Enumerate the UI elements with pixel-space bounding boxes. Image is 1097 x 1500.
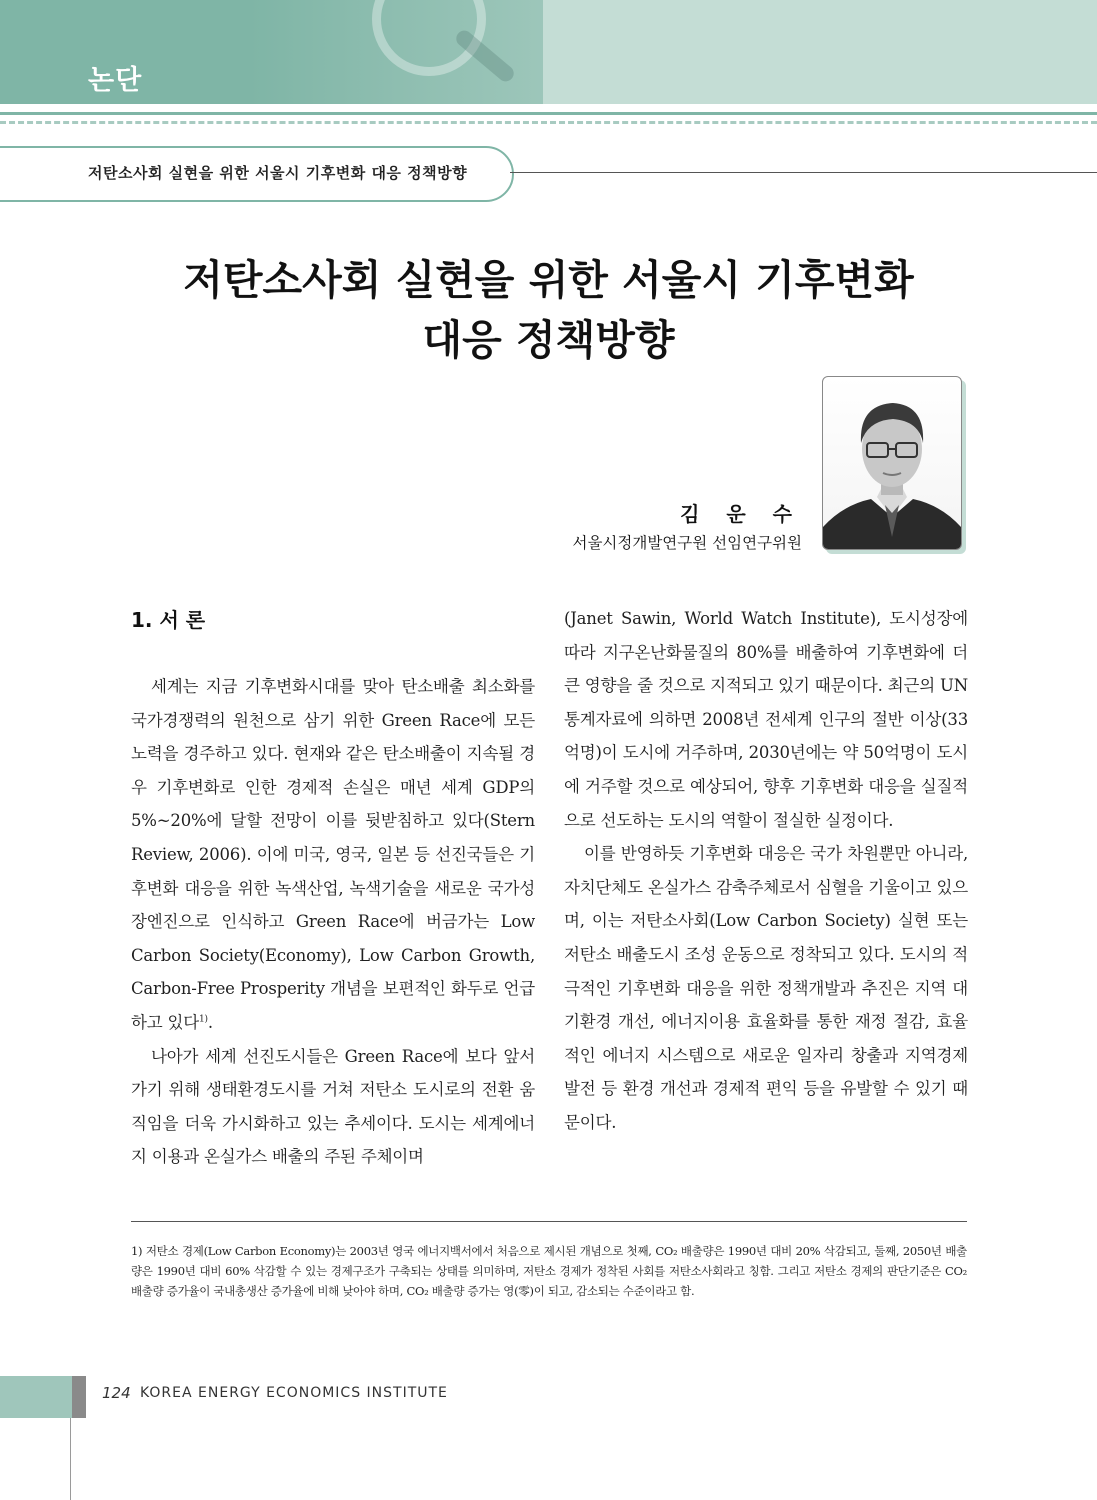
paragraph-text-end: .: [207, 1012, 213, 1032]
running-title-rule: [510, 172, 1097, 173]
body-column-left: [131, 670, 535, 1174]
institute-name: KOREA ENERGY ECONOMICS INSTITUTE: [140, 1385, 448, 1401]
body-paragraph: (Janet Sawin, World Watch Institute), 도시성장에 따라 지구온난화물질의 80%를 배출하여 기후변화에 더 큰 영향을 줄 것으로 지적되고 있기 때문이다. 최근의 UN 통계자료에 의하면 2008년 전세계 인구의 절반 이상(33억명)이 도시에 거주하며, 2030년에는 약 50억명이 도시에 거주할 것으로 예상되어, 향후 기후변화 대응을 실질적으로 선도하는 도시의 역할이 절실한 실정이다.: [564, 609, 968, 830]
body-paragraph: 나아가 세계 선진도시들은 Green Race에 보다 앞서가기 위해 생태환경도시를 거쳐 저탄소 도시로의 전환 움직임을 더욱 가시화하고 있는 추세이다. 도시는 세계에너지 이용과 온실가스 배출의 주된 주체이며: [131, 1046, 535, 1167]
header-dashed-rule: [0, 121, 1097, 124]
page-number: 124: [102, 1384, 131, 1402]
author-affiliation: 서울시정개발연구원 선임연구위원: [572, 534, 802, 552]
section-tag: 논단: [88, 65, 143, 96]
running-title: 저탄소사회 실현을 위한 서울시 기후변화 대응 정책방향: [88, 164, 468, 182]
paragraph-text: 세계는 지금 기후변화시대를 맞아 탄소배출 최소화를 국가경쟁력의 원천으로 삼기 위한 Green Race에 모든 노력을 경주하고 있다. 현재와 같은 탄소배출이 지속될 경우 기후변화로 인한 경제적 손실은 매년 세계 GDP의 5%~20%에 달할 전망이 이를 뒷받침하고 있다(Stern Review, 2006). 이에 미국, 영국, 일본 등 선진국들은 기후변화 대응을 위한 녹색산업, 녹색기술을 새로운 국가성장엔진으로 인식하고 Green Race에 버금가는 Low Carbon Society(Economy), Low Carbon Growth, Carbon-Free Prosperity 개념을 보편적인 화두로 언급하고 있다: [131, 677, 535, 1032]
author-photo: [822, 376, 962, 550]
header-rule: [0, 112, 1097, 115]
footnote: 1) 저탄소 경제(Low Carbon Economy)는 2003년 영국 에너지백서에서 처음으로 제시된 개념으로 첫째, CO₂ 배출량은 1990년 대비 20% 삭감되고, 둘째, 2050년 배출량은 1990년 대비 60% 삭감할 수 있는 경제구조가 구축되는 상태를 의미하며, 저탄소 경제가 정착된 사회를 저탄소사회라고 칭함. 그리고 저탄소 경제의 판단기준은 CO₂ 배출량 증가율이 국내총생산 증가율에 비해 낮아야 하며, CO₂ 배출량 증가는 영(零)이 되고, 감소되는 수준이라고 함.: [131, 1244, 967, 1298]
footnote-reference: 1): [199, 1014, 208, 1025]
body-column-right: [564, 602, 968, 1140]
author-name: 김 운 수: [680, 502, 802, 526]
section-heading: 1. 서 론: [131, 608, 206, 632]
article-title-line-1: 저탄소사회 실현을 위한 서울시 기후변화: [183, 256, 914, 304]
body-paragraph: 이를 반영하듯 기후변화 대응은 국가 차원뿐만 아니라, 자치단체도 온실가스 감축주체로서 심혈을 기울이고 있으며, 이는 저탄소사회(Low Carbon Society) 실현 또는 저탄소 배출도시 조성 운동으로 정착되고 있다. 도시의 적극적인 기후변화 대응을 위한 정책개발과 추진은 지역 대기환경 개선, 에너지이용 효율화를 통한 재정 절감, 효율적인 에너지 시스템으로 새로운 일자리 창출과 지역경제 발전 등 환경 개선과 경제적 편익 등을 유발할 수 있기 때문이다.: [564, 844, 968, 1132]
footnote-rule: [131, 1221, 967, 1222]
article-title: [0, 250, 1097, 370]
body-paragraph: [131, 670, 535, 1040]
footer-block: [0, 1376, 72, 1418]
header-band-light: [543, 0, 1097, 104]
article-title-line-2: 대응 정책방향: [422, 316, 675, 364]
footer-bar: [72, 1376, 86, 1418]
footer-vertical-rule: [70, 1418, 71, 1500]
